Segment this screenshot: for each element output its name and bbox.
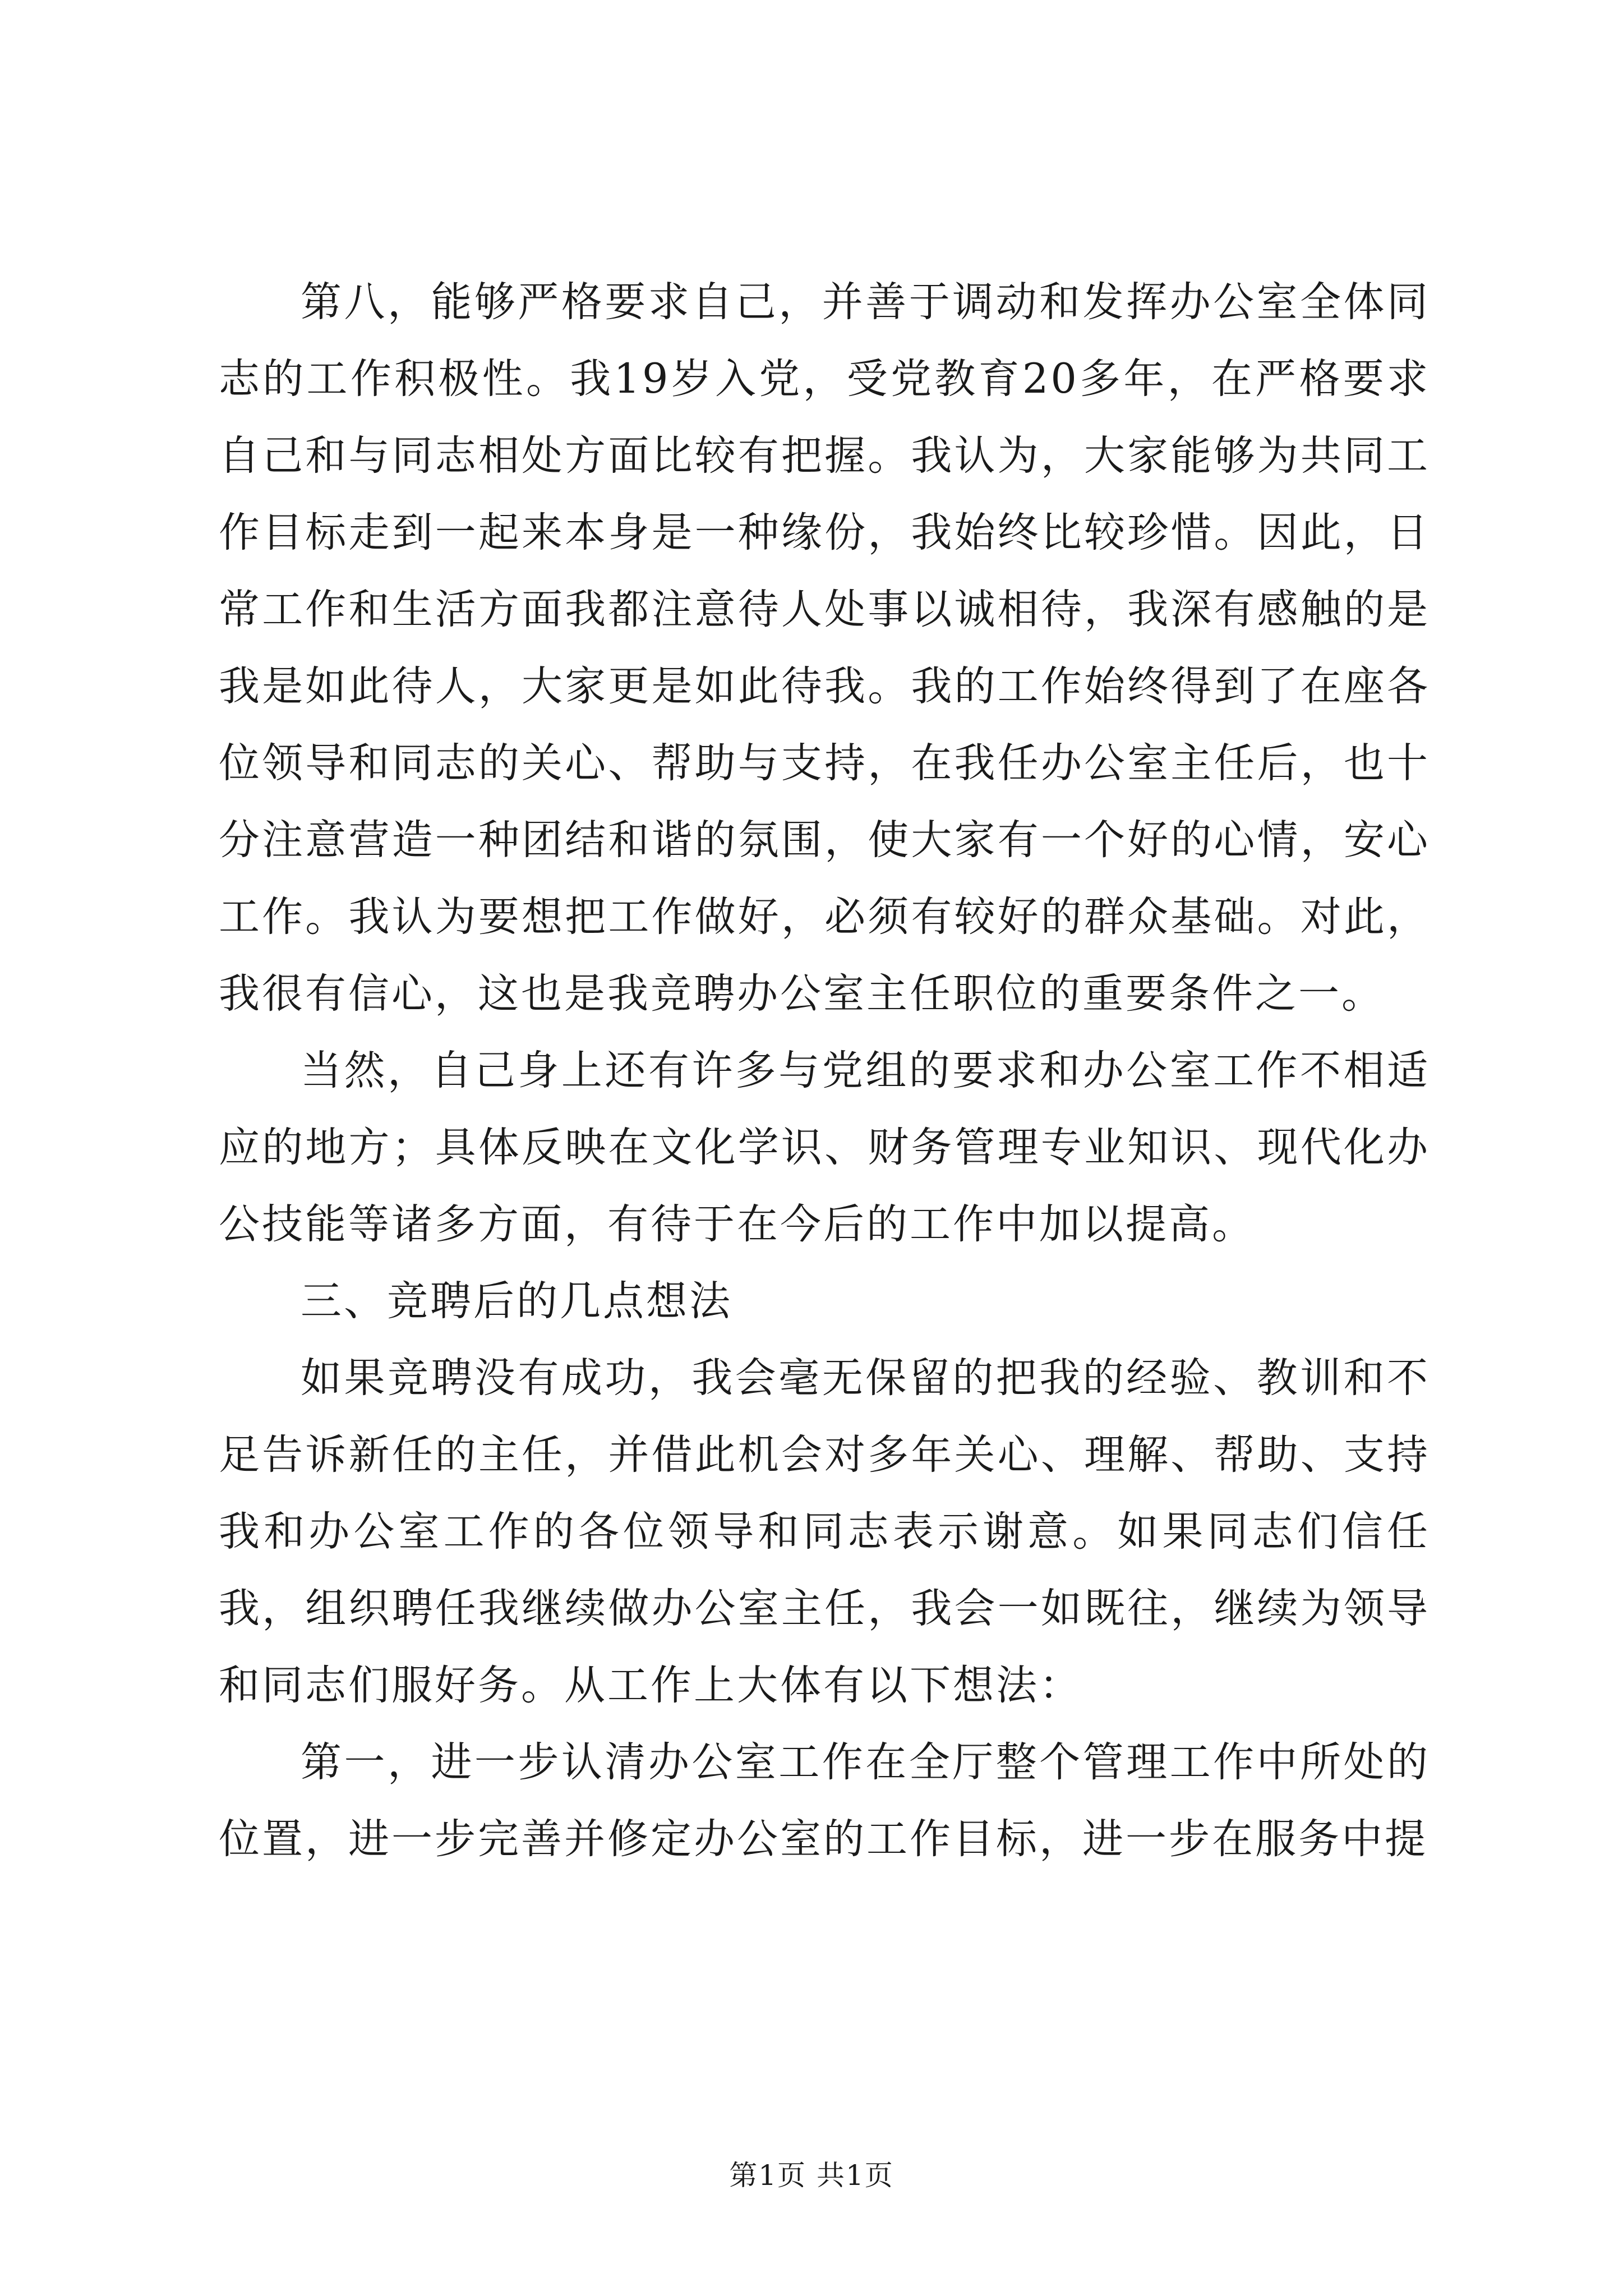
section-heading: 三、竞聘后的几点想法 bbox=[301, 1277, 732, 1325]
document-body bbox=[219, 264, 1430, 1878]
paragraph-after-competition: 如果竞聘没有成功，我会毫无保留的把我的经验、教训和不足告诉新任的主任，并借此机会对多年关心、理解、帮助、支持我和办公室工作的各位领导和同志表示谢意。如果同志们信任我，组织聘任我继续做办公室主任，我会一如既往，继续为领导和同志们服好务。从工作上大体有以下想法： bbox=[219, 1354, 1430, 1709]
page-footer: 第1页 共1页 bbox=[729, 2159, 894, 2192]
paragraph-eighth-point: 第八，能够严格要求自己，并善于调动和发挥办公室全体同志的工作积极性。我19岁入党，受党教育20多年，在严格要求自己和与同志相处方面比较有把握。我认为，大家能够为共同工作目标走到一起来本身是一种缘份，我始终比较珍惜。因此，日常工作和生活方面我都注意待人处事以诚相待，我深有感触的是我是如此待人，大家更是如此待我。我的工作始终得到了在座各位领导和同志的关心、帮助与支持，在我任办公室主任后，也十分注意营造一种团结和谐的氛围，使大家有一个好的心情，安心工作。我认为要想把工作做好，必须有较好的群众基础。对此，我很有信心，这也是我竞聘办公室主任职位的重要条件之一。 bbox=[219, 278, 1430, 1018]
paragraph-shortcomings: 当然，自己身上还有许多与党组的要求和办公室工作不相适应的地方；具体反映在文化学识、财务管理专业知识、现代化办公技能等诸多方面，有待于在今后的工作中加以提高。 bbox=[219, 1047, 1430, 1248]
paragraph-first-point: 第一，进一步认清办公室工作在全厅整个管理工作中所处的位置，进一步完善并修定办公室的工作目标，进一步在服务中提 bbox=[219, 1738, 1430, 1863]
